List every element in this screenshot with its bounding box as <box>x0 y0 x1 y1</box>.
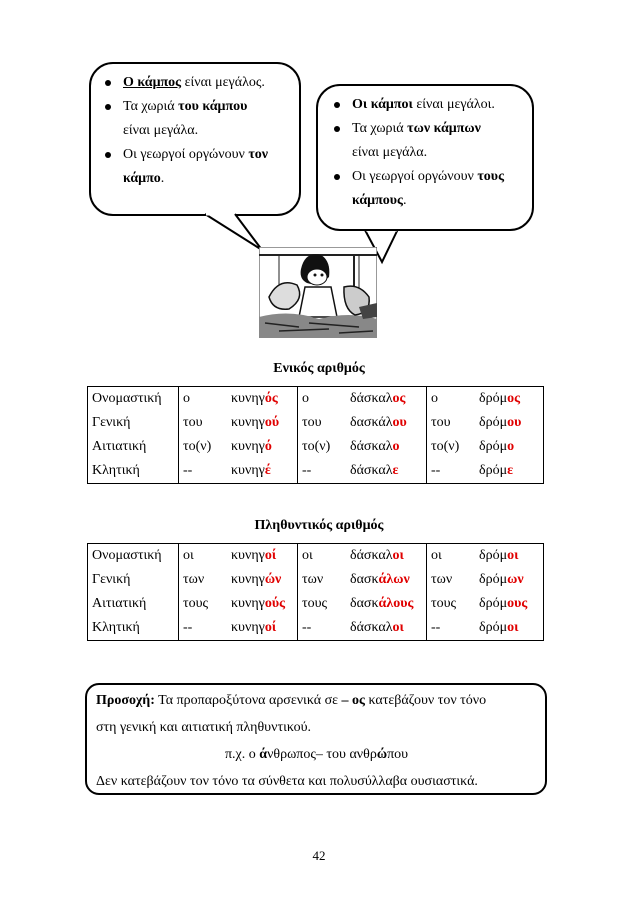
stem-text: δάσκαλ <box>350 620 393 635</box>
article-cell <box>298 616 347 641</box>
case-name-cell <box>88 411 179 435</box>
singular-title: Ενικός αριθμός <box>273 361 365 376</box>
case-name-cell <box>88 568 179 592</box>
speech-bubble-plural <box>316 84 534 231</box>
ending-text: οί <box>264 548 277 563</box>
stem-text: ο <box>302 391 309 406</box>
stem-text: ο <box>431 391 438 406</box>
stem-text: δρόμ <box>479 439 508 454</box>
stem-text: ο <box>183 391 190 406</box>
stem-text: -- <box>431 620 441 635</box>
list-item: Τα χωριά του κάμπου είναι μεγάλα. <box>99 95 293 143</box>
ending-text: οι <box>392 548 404 563</box>
ending-text: ους <box>507 596 528 611</box>
noun-cell <box>227 435 298 459</box>
ending-text: οι <box>392 620 404 635</box>
noun-cell <box>475 459 544 484</box>
case-name-cell <box>88 544 179 569</box>
stem-text: δρόμ <box>479 572 508 587</box>
stem-text: τους <box>183 596 209 611</box>
list-item: Τα χωριά των κάμπων είναι μεγάλα. <box>328 117 528 165</box>
ending-text: ό <box>264 439 272 454</box>
note-line-1: Προσοχή: Τα προπαροξύτονα αρσενικά σε – ος κατεβάζουν τον τόνο <box>96 693 487 708</box>
stem-text: του <box>431 415 451 430</box>
stem-text: δάσκαλ <box>350 439 393 454</box>
article-cell <box>179 544 228 569</box>
noun-cell <box>227 544 298 569</box>
stem-text: το(ν) <box>431 439 460 454</box>
stem-text: κυνηγ <box>231 439 265 454</box>
article-cell <box>179 387 228 412</box>
case-name-cell <box>88 592 179 616</box>
note-line-4: Δεν κατεβάζουν τον τόνο τα σύνθετα και πολυσύλλαβα ουσιαστικά. <box>96 774 478 789</box>
ending-text: ο <box>392 439 400 454</box>
article-cell <box>298 387 347 412</box>
stem-text: -- <box>302 463 312 478</box>
noun-cell <box>227 592 298 616</box>
article-cell <box>298 459 347 484</box>
stem-text: Γενική <box>92 415 131 430</box>
table-row <box>88 459 544 484</box>
ending-text: ων <box>507 572 524 587</box>
stem-text: τους <box>431 596 457 611</box>
ending-text: οι <box>507 620 519 635</box>
stem-text: κυνηγ <box>231 572 265 587</box>
plural-title: Πληθυντικός αριθμός <box>254 518 384 533</box>
stem-text: δασκ <box>350 572 379 587</box>
article-cell <box>427 459 476 484</box>
noun-cell <box>346 411 427 435</box>
plural-examples-list <box>328 93 528 213</box>
ending-text: άλ <box>378 596 394 611</box>
case-name-cell <box>88 387 179 412</box>
noun-cell <box>475 568 544 592</box>
note-example: π.χ. ο άνθρωπος– του ανθρώπου <box>224 747 409 762</box>
stem-text: κυνηγ <box>231 548 265 563</box>
table-row <box>88 435 544 459</box>
ending-text: ος <box>507 391 520 406</box>
noun-cell <box>227 387 298 412</box>
case-name-cell <box>88 435 179 459</box>
ending-text: ο <box>507 439 515 454</box>
ending-text: ους <box>393 596 414 611</box>
stem-text: κυνηγ <box>231 596 265 611</box>
ending-text: οι <box>507 548 519 563</box>
page-number: 42 <box>312 848 326 863</box>
article-cell <box>298 411 347 435</box>
ending-text: άλ <box>378 572 394 587</box>
article-cell <box>179 459 228 484</box>
article-cell <box>427 387 476 412</box>
noun-cell <box>346 459 427 484</box>
stem-text: δρόμ <box>479 596 508 611</box>
article-cell <box>179 616 228 641</box>
stem-text: δασκάλ <box>350 415 393 430</box>
stem-text: των <box>431 572 453 587</box>
stem-text: οι <box>302 548 313 563</box>
article-cell <box>179 568 228 592</box>
article-cell <box>298 568 347 592</box>
article-cell <box>427 435 476 459</box>
stem-text: κυνηγ <box>231 415 265 430</box>
stem-text: -- <box>183 463 193 478</box>
ending-text: οί <box>264 620 277 635</box>
table-row <box>88 568 544 592</box>
stem-text: δασκ <box>350 596 379 611</box>
noun-cell <box>475 592 544 616</box>
stem-text: των <box>183 572 205 587</box>
stem-text: οι <box>431 548 442 563</box>
stem-text: Αιτιατική <box>92 439 147 454</box>
stem-text: δρόμ <box>479 415 508 430</box>
ending-text: ων <box>393 572 410 587</box>
stem-text: κυνηγ <box>231 620 265 635</box>
article-cell <box>427 544 476 569</box>
stem-text: του <box>183 415 203 430</box>
noun-cell <box>227 568 298 592</box>
case-name-cell <box>88 459 179 484</box>
list-item: Οι γεωργοί οργώνουν τους κάμπους. <box>328 165 528 213</box>
noun-cell <box>346 568 427 592</box>
ending-text: ου <box>392 415 407 430</box>
stem-text: δρόμ <box>479 548 508 563</box>
article-cell <box>298 435 347 459</box>
ending-text: ε <box>392 463 399 478</box>
stem-text: -- <box>302 620 312 635</box>
stem-text: Ονομαστική <box>92 548 162 563</box>
table-row <box>88 544 544 569</box>
noun-cell <box>475 411 544 435</box>
noun-cell <box>227 616 298 641</box>
stem-text: δρόμ <box>479 391 508 406</box>
noun-cell <box>346 435 427 459</box>
stem-text: -- <box>431 463 441 478</box>
stem-text: δάσκαλ <box>350 391 393 406</box>
stem-text: Γενική <box>92 572 131 587</box>
noun-cell <box>346 592 427 616</box>
stem-text: των <box>302 572 324 587</box>
article-cell <box>427 411 476 435</box>
table-row <box>88 411 544 435</box>
stem-text: οι <box>183 548 194 563</box>
noun-cell <box>227 411 298 435</box>
stem-text: -- <box>183 620 193 635</box>
noun-cell <box>346 616 427 641</box>
article-cell <box>298 592 347 616</box>
list-item: Οι γεωργοί οργώνουν τον κάμπο. <box>99 143 293 191</box>
attention-note-box <box>85 683 547 795</box>
plural-declension-table <box>87 543 544 641</box>
stem-text: Κλητική <box>92 620 140 635</box>
table-row <box>88 616 544 641</box>
table-row <box>88 592 544 616</box>
noun-cell <box>346 544 427 569</box>
ending-text: έ <box>264 463 271 478</box>
note-line-2: στη γενική και αιτιατική πληθυντικού. <box>96 720 312 735</box>
stem-text: δρόμ <box>479 463 508 478</box>
noun-cell <box>475 544 544 569</box>
ending-text: ούς <box>264 596 286 611</box>
ending-text: ών <box>264 572 282 587</box>
noun-cell <box>475 387 544 412</box>
stem-text: του <box>302 415 322 430</box>
article-cell <box>427 568 476 592</box>
stem-text: Αιτιατική <box>92 596 147 611</box>
case-name-cell <box>88 616 179 641</box>
stem-text: δρόμ <box>479 620 508 635</box>
list-item: Ο κάμπος είναι μεγάλος. <box>99 71 293 95</box>
stem-text: δάσκαλ <box>350 548 393 563</box>
ending-text: ος <box>392 391 406 406</box>
list-item: Οι κάμποι είναι μεγάλοι. <box>328 93 528 117</box>
stem-text: κυνηγ <box>231 463 265 478</box>
noun-cell <box>227 459 298 484</box>
stem-text: Ονομαστική <box>92 391 162 406</box>
article-cell <box>179 411 228 435</box>
article-cell <box>298 544 347 569</box>
ending-text: ού <box>264 415 280 430</box>
stem-text: κυνηγ <box>231 391 265 406</box>
noun-cell <box>475 616 544 641</box>
stem-text: Κλητική <box>92 463 140 478</box>
ending-text: ου <box>507 415 522 430</box>
table-row <box>88 387 544 412</box>
ending-text: ός <box>264 391 278 406</box>
stem-text: τους <box>302 596 328 611</box>
stem-text: το(ν) <box>302 439 331 454</box>
noun-cell <box>346 387 427 412</box>
article-cell <box>179 592 228 616</box>
note-label: Προσοχή: <box>96 693 155 708</box>
cartoon-illustration <box>259 247 377 338</box>
stem-text: το(ν) <box>183 439 212 454</box>
singular-declension-table <box>87 386 544 484</box>
noun-cell <box>475 435 544 459</box>
stem-text: δάσκαλ <box>350 463 393 478</box>
article-cell <box>427 592 476 616</box>
article-cell <box>179 435 228 459</box>
ending-text: ε <box>507 463 514 478</box>
article-cell <box>427 616 476 641</box>
